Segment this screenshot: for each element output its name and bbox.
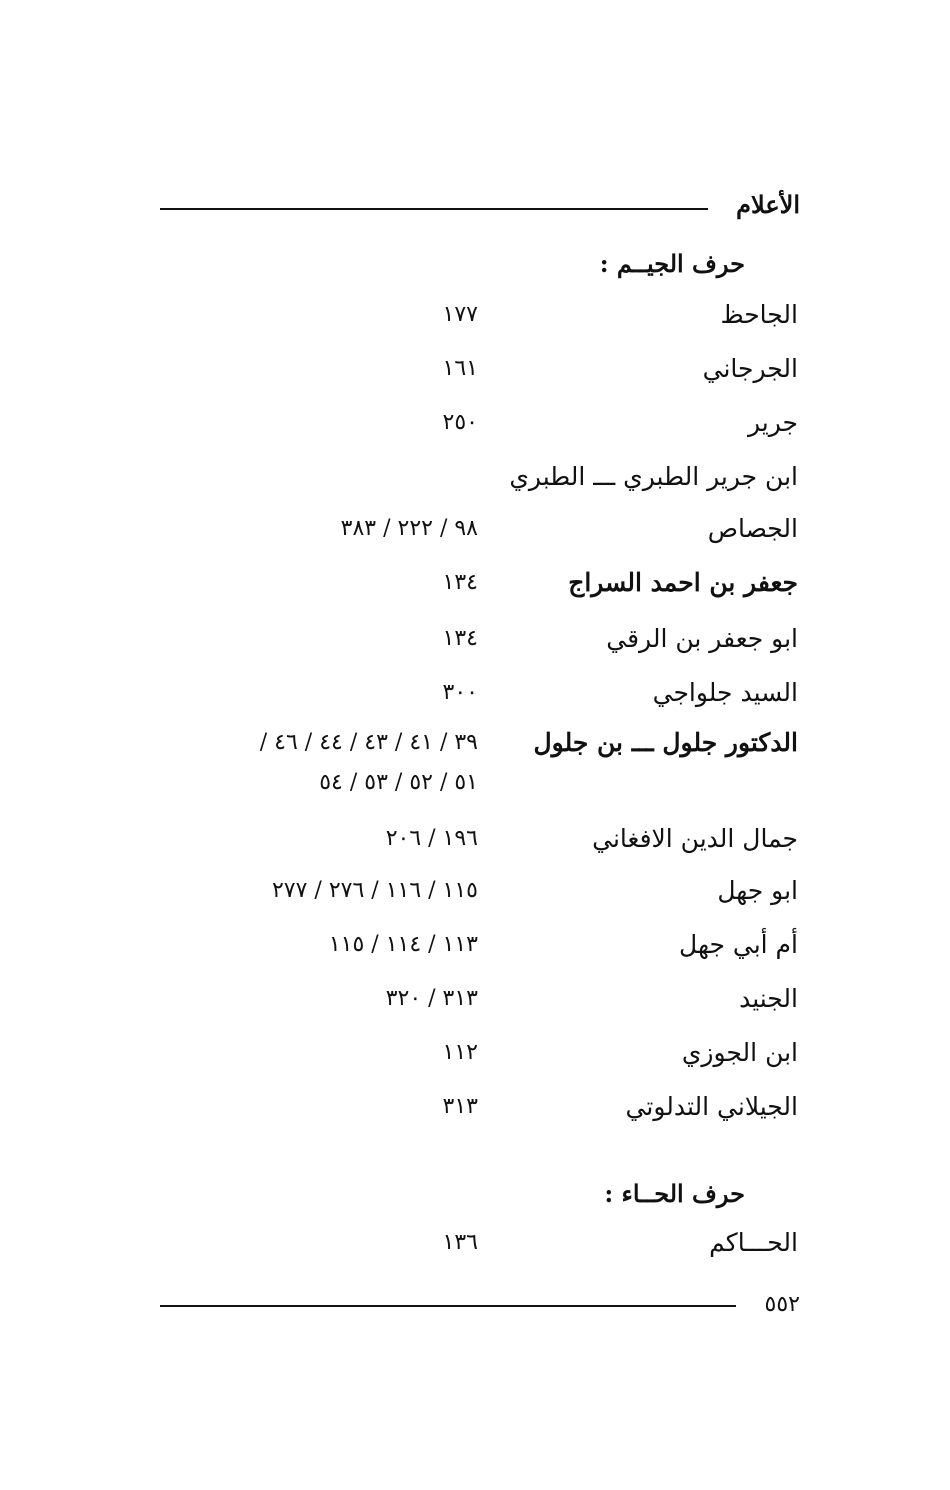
entry-name: جرير xyxy=(748,408,798,437)
section-heading-jim: حرف الجيــم : xyxy=(599,249,745,278)
entry-pages: ١٧٧ xyxy=(442,302,478,327)
entry-name: ابن جرير الطبري ـــ الطبري xyxy=(509,462,798,491)
entry-name: ابو جعفر بن الرقي xyxy=(606,624,798,653)
entry-pages: ١٣٦ xyxy=(442,1230,478,1255)
entry-name: جمال الدين الافغاني xyxy=(592,824,798,853)
entry-pages: ٣١٣ / ٣٢٠ xyxy=(385,986,478,1011)
header-rule xyxy=(160,208,708,210)
entry-pages: ١٩٦ / ٢٠٦ xyxy=(385,826,478,851)
running-header-title: الأعلام xyxy=(736,190,800,219)
entry-pages: ٣١٣ xyxy=(442,1094,478,1119)
entry-pages: ١٣٤ xyxy=(442,570,478,595)
entry-pages: ١٣٤ xyxy=(442,626,478,651)
entry-name: الجصاص xyxy=(707,514,798,543)
entry-pages: ١١٥ / ١١٦ / ٢٧٦ / ٢٧٧ xyxy=(271,878,478,903)
running-header xyxy=(160,190,800,224)
entry-pages: ٣٠٠ xyxy=(442,680,478,705)
entry-name: الجيلاني التدلوتي xyxy=(625,1092,798,1121)
entry-pages: ٩٨ / ٢٢٢ / ٣٨٣ xyxy=(340,516,478,541)
entry-name: ابو جهل xyxy=(717,876,798,905)
entry-pages: ٢٥٠ xyxy=(442,410,478,435)
entry-name: ابن الجوزي xyxy=(681,1038,798,1067)
entry-name: أم أبي جهل xyxy=(679,930,798,959)
entry-pages: ١٦١ xyxy=(442,356,478,381)
entry-pages: ١١٢ xyxy=(442,1040,478,1065)
entry-name: الحـــاكم xyxy=(709,1228,798,1257)
section-heading-ha: حرف الحــاء : xyxy=(604,1179,745,1208)
footer-rule xyxy=(160,1305,736,1307)
entry-pages: ١١٣ / ١١٤ / ١١٥ xyxy=(328,932,478,957)
page-number: ٥٥٢ xyxy=(764,1292,800,1317)
entry-name: الجنيد xyxy=(739,984,798,1013)
entry-name: الدكتور جلول ـــ بن جلول xyxy=(533,728,798,757)
entry-pages: ٣٩ / ٤١ / ٤٣ / ٤٤ / ٤٦ / xyxy=(259,730,478,755)
entry-name: جعفر بن احمد السراج xyxy=(568,568,798,597)
entry-name: الجرجاني xyxy=(702,354,798,383)
entry-name: الجاحظ xyxy=(720,300,798,329)
entry-pages-continued: ٥١ / ٥٢ / ٥٣ / ٥٤ xyxy=(319,770,478,795)
entry-name: السيد جلواجي xyxy=(652,678,798,707)
